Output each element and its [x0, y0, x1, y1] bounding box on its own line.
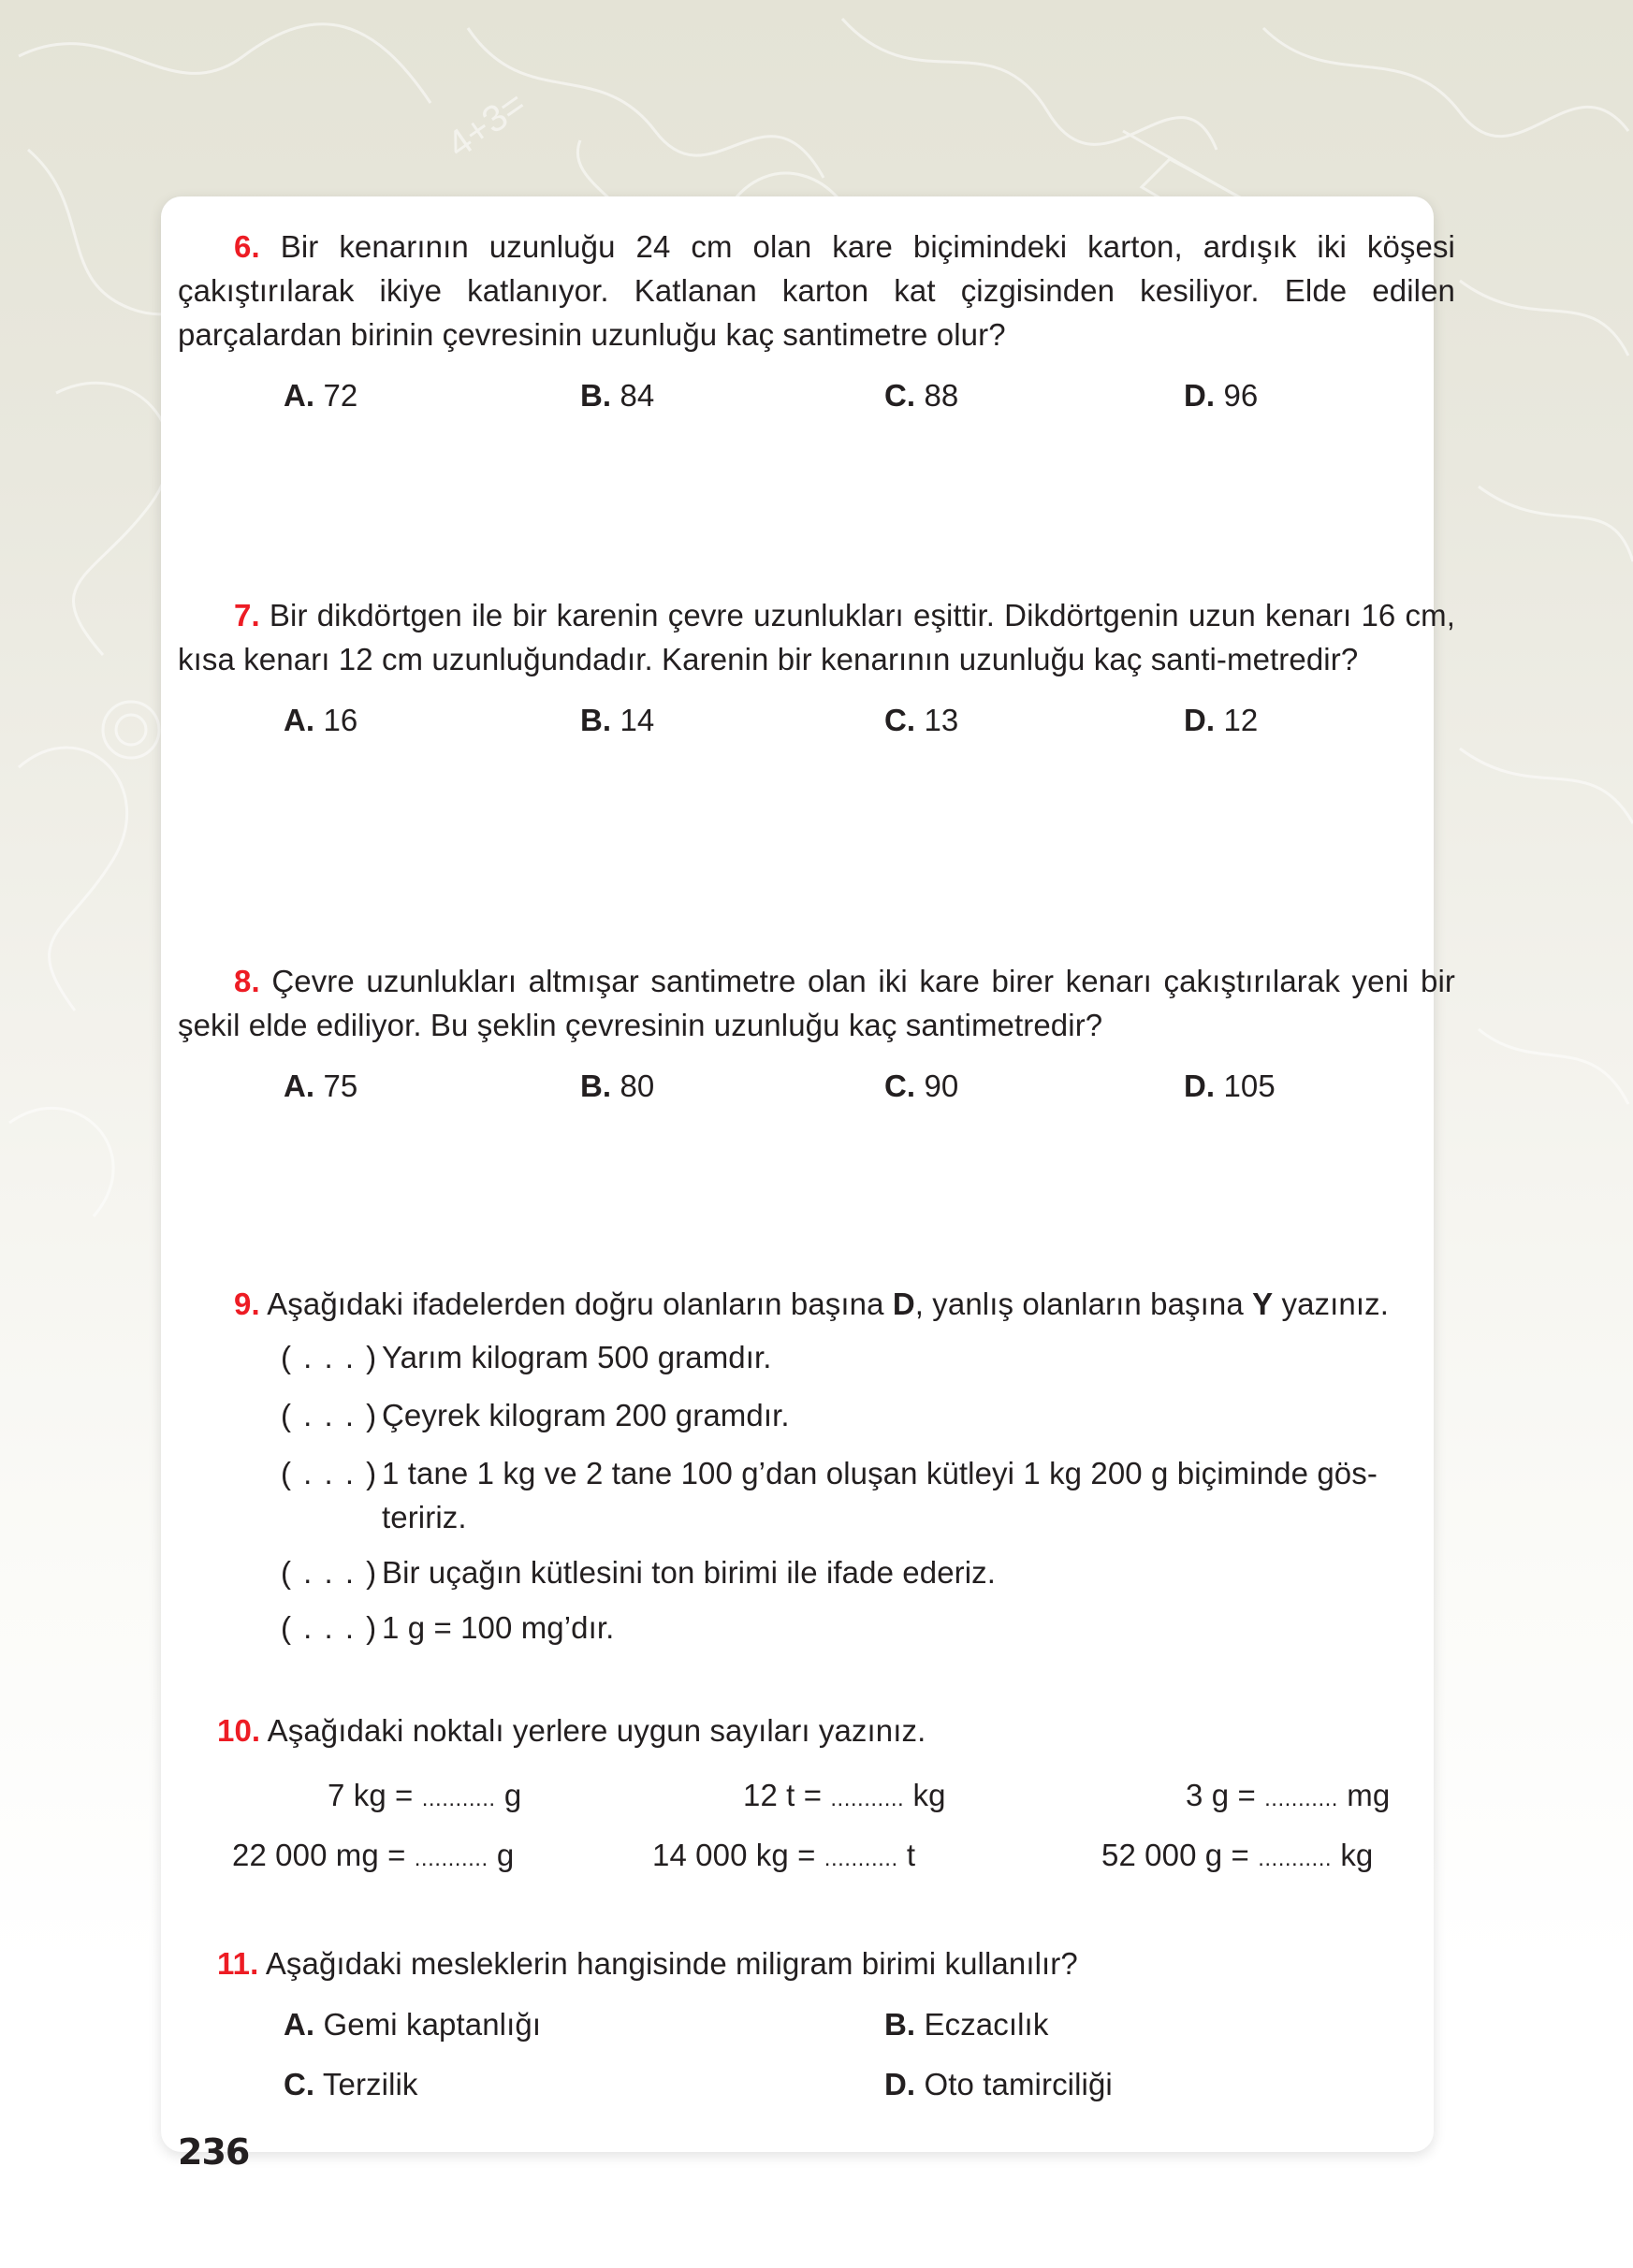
option-c[interactable]: C. 88 — [884, 378, 959, 413]
fill-blank[interactable]: ........... — [421, 1786, 496, 1811]
answer-options — [178, 1064, 1455, 1111]
option-d[interactable]: D. 96 — [1184, 378, 1259, 413]
question-number: 8. — [234, 964, 260, 998]
true-letter: D — [892, 1287, 915, 1321]
question-text: Aşağıdaki mesleklerin hangisinde miligram birimi kullanılır? — [265, 1946, 1078, 1981]
fill-blank[interactable]: ........... — [1258, 1846, 1333, 1871]
option-c[interactable]: C. 90 — [884, 1069, 959, 1103]
question-number: 10. — [217, 1713, 261, 1748]
question-10 — [217, 1708, 1494, 1893]
fill-blank[interactable]: ........... — [824, 1846, 898, 1871]
option-a[interactable]: A. 75 — [284, 1069, 358, 1103]
option-c[interactable]: C. Terzilik — [284, 2067, 418, 2101]
true-false-statement: ( . . . ) 1 tane 1 kg ve 2 tane 100 g’dan oluşan kütleyi 1 kg 200 g biçiminde gös-teririz. — [178, 1451, 1455, 1539]
conversion-item: 12 t = ........... kg — [743, 1778, 946, 1812]
true-false-statement: ( . . . ) Bir uçağın kütlesini ton birimi ile ifade ederiz. — [178, 1550, 1455, 1594]
option-b[interactable]: B. 84 — [580, 378, 655, 413]
question-text: Bir dikdörtgen ile bir karenin çevre uzunlukları eşittir. Dikdörtgenin uzun kenarı 16 cm, kısa kenarı 12 cm uzunluğundadır. Karenin bir kenarının uzunluğu kaç santi-metredir? — [178, 598, 1455, 676]
doodle-math: 4+3= — [439, 83, 533, 167]
option-c[interactable]: C. 13 — [884, 703, 959, 737]
question-number: 7. — [234, 598, 260, 632]
question-6 — [178, 225, 1455, 420]
answer-blank[interactable]: ( . . . ) — [281, 1456, 379, 1490]
conversion-item: 22 000 mg = ........... g — [232, 1838, 515, 1872]
answer-options — [178, 373, 1455, 420]
option-b[interactable]: B. Eczacılık — [884, 2007, 1049, 2042]
fill-blank[interactable]: ........... — [1264, 1786, 1338, 1811]
fill-blank[interactable]: ........... — [830, 1786, 905, 1811]
option-a[interactable]: A. 72 — [284, 378, 358, 413]
true-false-statement: ( . . . ) Yarım kilogram 500 gramdır. — [178, 1335, 1455, 1379]
option-a[interactable]: A. 16 — [284, 703, 358, 737]
question-text: Bir kenarının uzunluğu 24 cm olan kare biçimindeki karton, ardışık iki köşesi çakıştırılarak ikiye katlanıyor. Katlanan karton kat çizgisinden kesiliyor. Elde edilen parçalardan birinin çevresinin uzunluğu kaç santimetre olur? — [178, 229, 1455, 352]
conversion-item: 52 000 g = ........... kg — [1101, 1838, 1374, 1872]
fill-blank[interactable]: ........... — [414, 1846, 488, 1871]
conversion-item: 7 kg = ........... g — [328, 1778, 522, 1812]
question-number: 11. — [217, 1946, 259, 1981]
true-false-statement: ( . . . ) 1 g = 100 mg’dır. — [178, 1606, 1455, 1650]
answer-blank[interactable]: ( . . . ) — [281, 1340, 379, 1374]
question-8 — [178, 959, 1455, 1111]
option-b[interactable]: B. 14 — [580, 703, 655, 737]
answer-options — [217, 2002, 1494, 2062]
answer-blank[interactable]: ( . . . ) — [281, 1555, 379, 1590]
answer-blank[interactable]: ( . . . ) — [281, 1610, 379, 1645]
false-letter: Y — [1252, 1287, 1274, 1321]
question-text: Aşağıdaki noktalı yerlere uygun sayıları yazınız. — [267, 1713, 926, 1748]
answer-options — [217, 2062, 1494, 2109]
conversion-item: 14 000 kg = ........... t — [652, 1838, 916, 1872]
option-d[interactable]: D. Oto tamirciliği — [884, 2067, 1113, 2101]
question-text: Çevre uzunlukları altmışar santimetre olan iki kare birer kenarı çakıştırılarak yeni bir şekil elde ediliyor. Bu şeklin çevresinin uzunluğu kaç santimetredir? — [178, 964, 1455, 1042]
conversion-item: 3 g = ........... mg — [1186, 1778, 1391, 1812]
conversion-row — [217, 1833, 1494, 1893]
conversion-row — [217, 1773, 1494, 1833]
question-number: 6. — [234, 229, 260, 264]
answer-blank[interactable]: ( . . . ) — [281, 1398, 379, 1432]
question-number: 9. — [234, 1287, 260, 1321]
page-number: 236 — [178, 2131, 250, 2173]
option-a[interactable]: A. Gemi kaptanlığı — [284, 2007, 542, 2042]
true-false-statement: ( . . . ) Çeyrek kilogram 200 gramdır. — [178, 1393, 1455, 1437]
option-b[interactable]: B. 80 — [580, 1069, 655, 1103]
option-d[interactable]: D. 105 — [1184, 1069, 1276, 1103]
question-9: 9. Aşağıdaki ifadelerden doğru olanların başına D, yanlış olanların başına Y yazınız. ( . . . ) Yarım kilogram 500 gramdır. ( . . . ) Çeyrek kilogram 200 gramdır. ( . . . ) 1 tane 1 kg ve 2 tane 100 g’dan oluşan kütleyi 1 kg 200 g biçiminde gös-teririz. ( . . . ) Bir uçağın kütlesini ton birimi ile ifade ederiz. ( . . . ) 1 g = 100 mg’dır. — [178, 1282, 1455, 1650]
answer-options — [178, 698, 1455, 745]
option-d[interactable]: D. 12 — [1184, 703, 1259, 737]
question-11 — [217, 1941, 1494, 2109]
question-7 — [178, 593, 1455, 745]
